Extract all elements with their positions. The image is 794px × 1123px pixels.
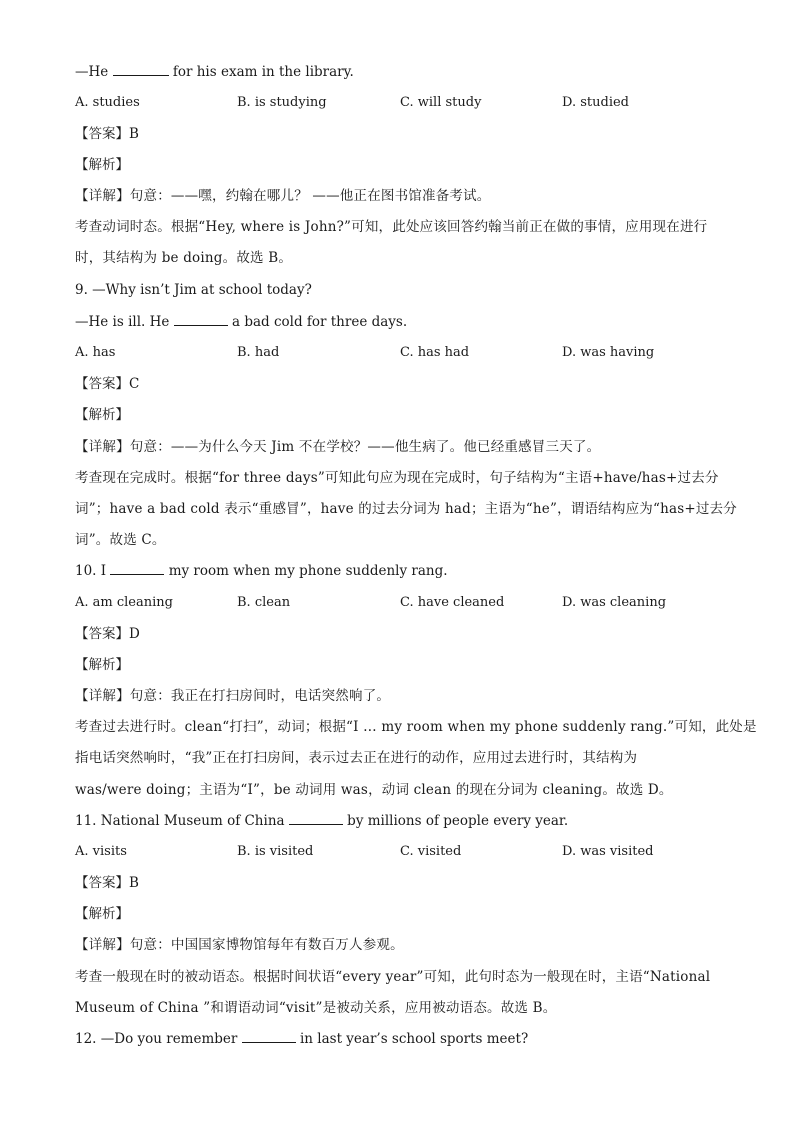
q11-option-a: A. visits xyxy=(75,844,127,859)
q10-answer: 【答案】D xyxy=(75,626,140,642)
q9-option-d: D. was having xyxy=(562,345,655,360)
q9-stem-line-1: 9. —Why isn’t Jim at school today? xyxy=(75,282,312,298)
q10-stem-start: 10. I xyxy=(75,563,107,579)
q9-explanation-line-1: 考查现在完成时。根据“for three days”可知此句应为现在完成时，句子结构为“主语+have/has+过去分 xyxy=(75,470,719,486)
q12-stem-start: 12. —Do you remember xyxy=(75,1031,238,1047)
q10-analysis-heading: 【解析】 xyxy=(75,657,129,673)
q9-explanation-line-3: 词”。故选 C。 xyxy=(75,532,166,548)
q11-option-d: D. was visited xyxy=(562,844,654,859)
q10-explanation-line-3: was/were doing；主语为“I”，be 动词用 was，动词 clean 的现在分词为 cleaning。故选 D。 xyxy=(75,782,673,798)
q10-option-b: B. clean xyxy=(237,595,291,610)
q11-detail: 【详解】句意：中国国家博物馆每年有数百万人参观。 xyxy=(75,937,404,953)
q10-option-d: D. was cleaning xyxy=(562,595,667,610)
q9-option-b: B. had xyxy=(237,345,280,360)
q11-stem-start: 11. National Museum of China xyxy=(75,813,285,829)
q10-explanation-line-2: 指电话突然响时，“我”正在打扫房间，表示过去正在进行的动作，应用过去进行时，其结构为 xyxy=(75,750,638,766)
q11-explanation-line-2: Museum of China ”和谓语动词“visit”是被动关系，应用被动语态。故选 B。 xyxy=(75,1000,557,1016)
q9-analysis-heading: 【解析】 xyxy=(75,407,129,423)
q11-stem-end: by millions of people every year. xyxy=(347,813,569,829)
q9-stem-line-2 xyxy=(75,313,407,331)
q8-explanation-line-1: 考查动词时态。根据“Hey, where is John?”可知，此处应该回答约翰当前正在做的事情，应用现在进行 xyxy=(75,219,708,235)
q9-stem-end: a bad cold for three days. xyxy=(231,314,408,330)
q9-detail: 【详解】句意：——为什么今天 Jim 不在学校？——他生病了。他已经重感冒三天了。 xyxy=(75,439,601,455)
q8-option-c: C. will study xyxy=(400,95,482,110)
q9-option-c: C. has had xyxy=(400,345,470,360)
q10-stem xyxy=(75,562,448,580)
q11-explanation-line-1: 考查一般现在时的被动语态。根据时间状语“every year”可知，此句时态为一般现在时，主语“National xyxy=(75,969,711,985)
q8-option-d: D. studied xyxy=(562,95,629,110)
q9-explanation-line-2: 词”；have a bad cold 表示“重感冒”，have 的过去分词为 had；主语为“he”，谓语结构应为“has+过去分 xyxy=(75,501,737,517)
q10-option-a: A. am cleaning xyxy=(75,595,173,610)
q10-explanation-line-1: 考查过去进行时。clean“打扫”，动词；根据“I … my room when my phone suddenly rang.”可知，此处是 xyxy=(75,719,757,735)
q11-analysis-heading: 【解析】 xyxy=(75,906,129,922)
q9-option-a: A. has xyxy=(75,345,116,360)
q11-option-b: B. is visited xyxy=(237,844,314,859)
q8-detail: 【详解】句意：——嘿，约翰在哪儿？ ——他正在图书馆准备考试。 xyxy=(75,188,491,204)
q10-detail: 【详解】句意：我正在打扫房间时，电话突然响了。 xyxy=(75,688,391,704)
q9-stem-start: —He is ill. He xyxy=(75,314,170,330)
q8-stem xyxy=(75,63,354,81)
q11-option-c: C. visited xyxy=(400,844,462,859)
q8-analysis-heading: 【解析】 xyxy=(75,157,129,173)
q8-stem-end: for his exam in the library. xyxy=(172,64,354,80)
q8-option-b: B. is studying xyxy=(237,95,327,110)
q11-answer-blank xyxy=(289,812,343,825)
q10-stem-end: my room when my phone suddenly rang. xyxy=(168,563,448,579)
q8-stem-start: —He xyxy=(75,64,109,80)
q10-answer-blank xyxy=(110,562,164,575)
q10-option-c: C. have cleaned xyxy=(400,595,505,610)
q11-answer: 【答案】B xyxy=(75,875,139,891)
q12-stem-end: in last year’s school sports meet? xyxy=(299,1031,529,1047)
q8-answer-blank xyxy=(113,63,169,76)
q8-explanation-line-2: 时，其结构为 be doing。故选 B。 xyxy=(75,250,293,266)
q12-stem xyxy=(75,1030,528,1048)
q8-answer: 【答案】B xyxy=(75,126,139,142)
q9-answer: 【答案】C xyxy=(75,376,140,392)
q12-answer-blank xyxy=(242,1030,296,1043)
q8-option-a: A. studies xyxy=(75,95,140,110)
q9-answer-blank xyxy=(174,313,228,326)
q11-stem xyxy=(75,812,568,830)
